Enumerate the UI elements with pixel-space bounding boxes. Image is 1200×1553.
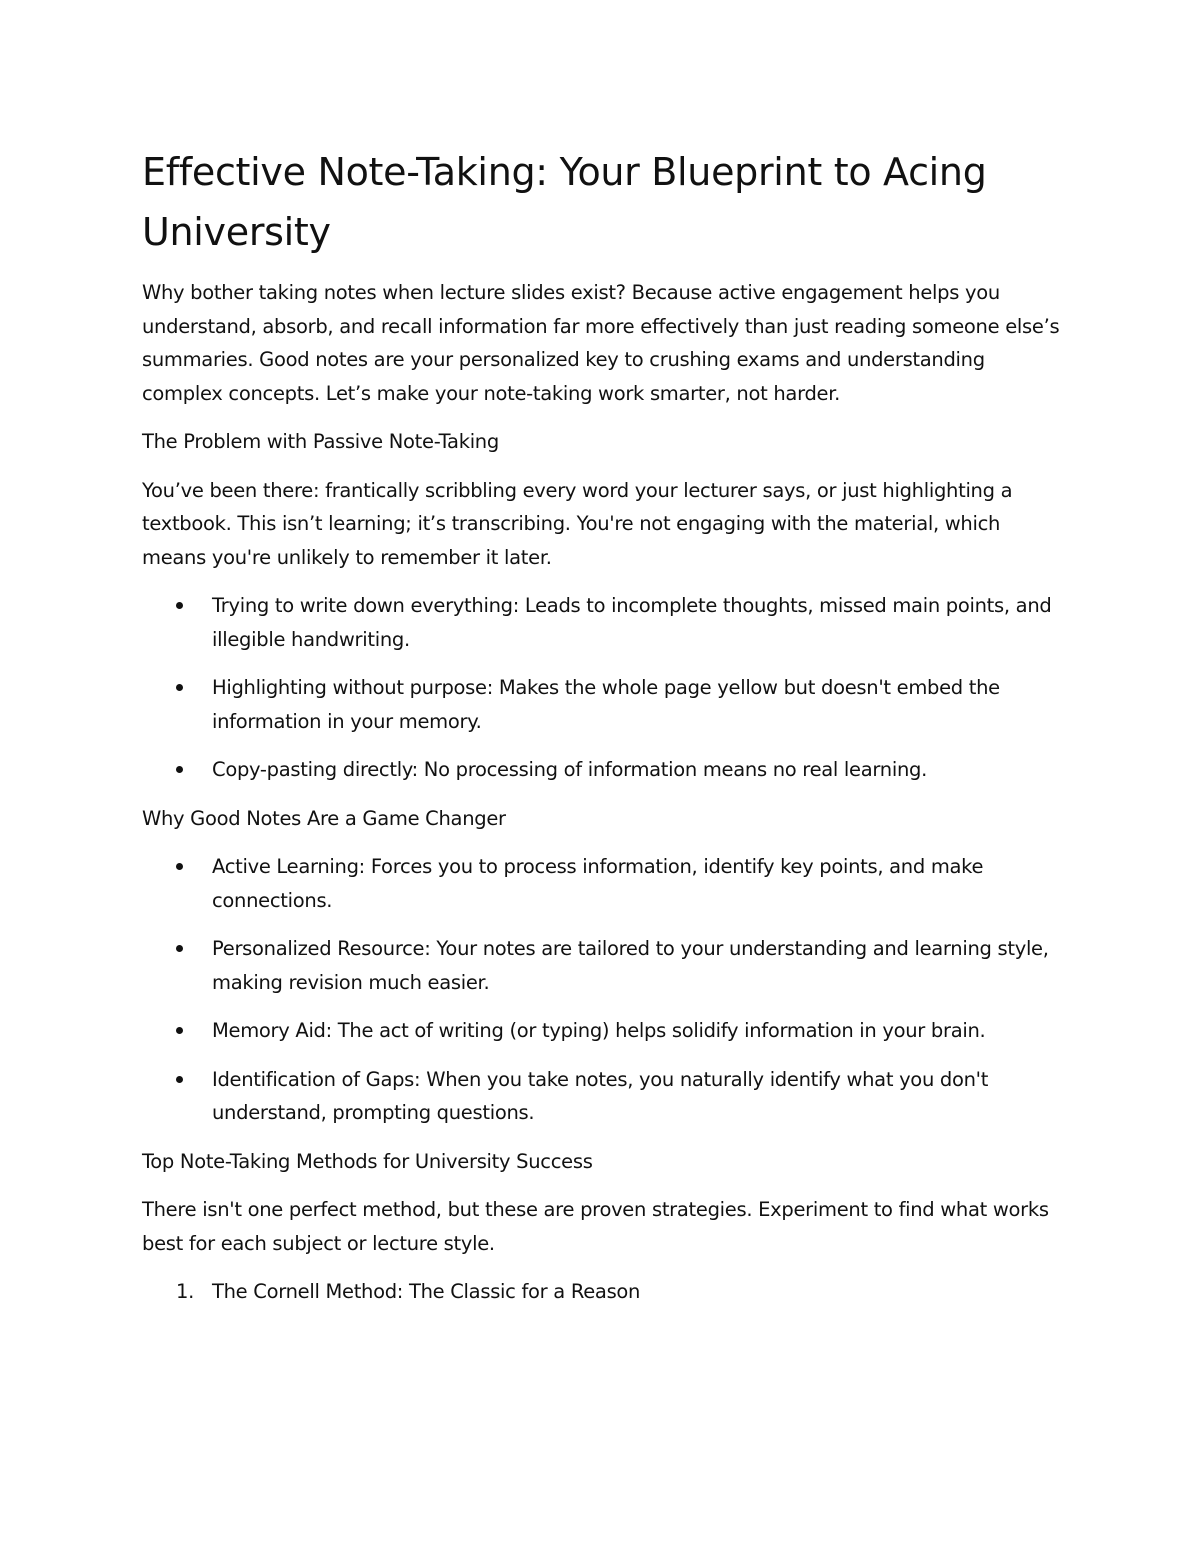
bullet-icon (176, 863, 183, 870)
list-item (142, 1063, 1062, 1130)
list-item-text: Memory Aid: The act of writing (or typing) helps solidify information in your brain. (212, 1019, 986, 1042)
list-item (142, 1275, 1062, 1309)
list-item-text: Personalized Resource: Your notes are tailored to your understanding and learning style, making revision much easier. (212, 937, 1049, 994)
document-title: Effective Note-Taking: Your Blueprint to Acing University (142, 150, 987, 254)
list-item-text: The Cornell Method: The Classic for a Reason (212, 1280, 641, 1303)
section-heading-passive: The Problem with Passive Note-Taking (142, 430, 499, 453)
list-item (142, 932, 1062, 999)
numbered-list-methods (142, 1275, 1062, 1309)
bullet-icon (176, 1076, 183, 1083)
bullet-list-passive (142, 589, 1062, 787)
list-item (142, 671, 1062, 738)
section-paragraph-methods: There isn't one perfect method, but these are proven strategies. Experiment to find what works best for each subject or lecture style. (142, 1198, 1049, 1255)
list-item-text: Copy-pasting directly: No processing of information means no real learning. (212, 758, 927, 781)
list-number: 1. (176, 1280, 195, 1303)
section-heading-methods: Top Note-Taking Methods for University Success (142, 1149, 593, 1173)
section-heading-game-changer: Why Good Notes Are a Game Changer (142, 806, 506, 830)
bullet-icon (176, 684, 183, 691)
document-page (142, 142, 1062, 1324)
intro-paragraph: Why bother taking notes when lecture slides exist? Because active engagement helps you understand, absorb, and recall information far more effectively than just reading someone else’s summaries. Good notes are your personalized key to crushing exams and understanding complex concepts. Let’s make your note-taking work smarter, not harder. (142, 281, 1060, 405)
list-item (142, 753, 1062, 787)
list-item-text: Identification of Gaps: When you take notes, you naturally identify what you don't understand, prompting questions. (212, 1067, 989, 1124)
bullet-list-game-changer (142, 850, 1062, 1130)
bullet-icon (176, 1027, 183, 1034)
list-item (142, 589, 1062, 656)
list-item (142, 1014, 1062, 1048)
bullet-icon (176, 602, 183, 609)
bullet-icon (176, 945, 183, 952)
section-paragraph-passive: You’ve been there: frantically scribbling every word your lecturer says, or just highlighting a textbook. This isn’t learning; it’s transcribing. You're not engaging with the material, which means you're unlikely to remember it later. (142, 478, 1013, 569)
list-item-text: Highlighting without purpose: Makes the whole page yellow but doesn't embed the information in your memory. (212, 676, 1000, 733)
list-item-text: Active Learning: Forces you to process information, identify key points, and make connections. (212, 855, 984, 912)
bullet-icon (176, 766, 183, 773)
list-item (142, 850, 1062, 917)
list-item-text: Trying to write down everything: Leads to incomplete thoughts, missed main points, and illegible handwriting. (212, 594, 1052, 651)
